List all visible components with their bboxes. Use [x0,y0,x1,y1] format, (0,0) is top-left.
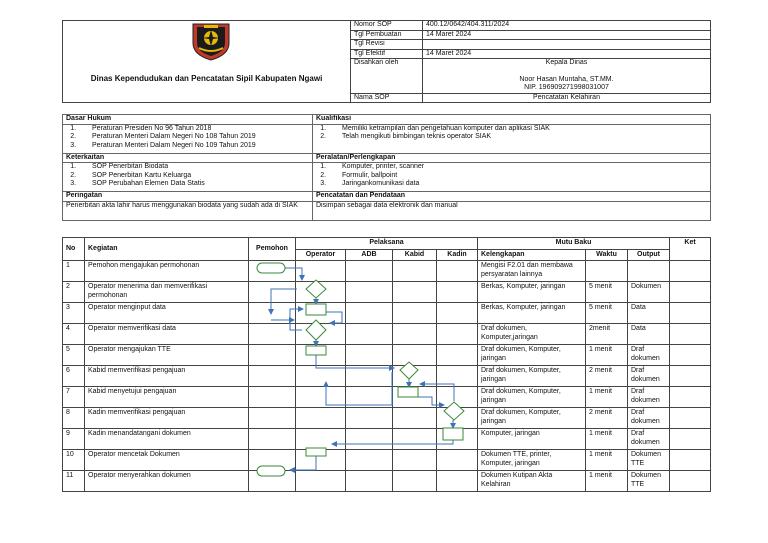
keterkaitan-title: Keterkaitan [63,153,313,163]
approver-title: Kepala Dinas [423,59,711,68]
row-kegiatan: Operator menginput data [85,303,249,324]
table-row [63,345,711,366]
row-no: 3 [63,303,85,324]
row-kelengkapan: Mengisi F2.01 dan membawa persyaratan lainnya [478,261,586,282]
kualifikasi-title: Kualifikasi [313,115,711,125]
col-kegiatan-header: Kegiatan [85,238,249,261]
pencatatan-text: Disimpan sebagai data elektronik dan manual [313,201,711,220]
approver-name: Noor Hasan Muntaha, ST.MM. [423,68,711,85]
table-row [63,282,711,303]
row-no: 6 [63,366,85,387]
created-date-value: 14 Maret 2024 [423,30,711,40]
row-kegiatan: Operator menyerahkan dokumen [85,471,249,492]
row-kelengkapan: Draf dokumen, Komputer, jaringan [478,345,586,366]
pencatatan-title: Pencatatan dan Pendataan [313,192,711,202]
sop-info-table [62,114,711,221]
row-kelengkapan: Draf dokumen, Komputer, jaringan [478,408,586,429]
kualifikasi-list [313,124,711,153]
row-output: Dokumen [628,282,670,303]
row-no: 2 [63,282,85,303]
row-no: 11 [63,471,85,492]
col-adb-header: ADB [346,249,393,261]
table-row [63,303,711,324]
row-kegiatan: Kadin memverifikasi pengajuan [85,408,249,429]
row-output: Draf dokumen [628,387,670,408]
col-ket-header: Ket [670,238,711,261]
col-kadin-header: Kadin [437,249,478,261]
row-kegiatan: Operator mencetak Dokumen [85,450,249,471]
row-no: 8 [63,408,85,429]
table-row [63,450,711,471]
list-item: 2. Telah mengikuti bimbingan teknis operator SIAK [328,133,707,142]
col-output-header: Output [628,249,670,261]
table-row [63,387,711,408]
row-output: Dokumen TTE [628,471,670,492]
list-item: 3. Peraturan Menteri Dalam Negeri No 109 Tahun 2019 [78,142,309,151]
approved-by-label: Disahkan oleh [351,59,423,94]
row-waktu: 2 menit [586,408,628,429]
row-kelengkapan: Dokumen Kutipan Akta Kelahiran [478,471,586,492]
revision-date-value [423,40,711,50]
revision-date-label: Tgl Revisi [351,40,423,50]
list-item: 1. Memiliki ketrampilan dan pengetahuan komputer dan aplikasi SIAK [328,125,707,134]
list-item: 1. Peraturan Presiden No 96 Tahun 2018 [78,125,309,134]
row-output: Draf dokumen [628,429,670,450]
row-waktu: 2 menit [586,366,628,387]
effective-date-value: 14 Maret 2024 [423,49,711,59]
row-kelengkapan: Draf dokumen, Komputer, jaringan [478,366,586,387]
list-item: 2. Peraturan Menteri Dalam Negeri No 108 Tahun 2019 [78,133,309,142]
agency-name: Dinas Kependudukan dan Pencatatan Sipil Kabupaten Ngawi [90,73,323,83]
row-no: 4 [63,324,85,345]
row-kelengkapan: Draf dokumen, Komputer, jaringan [478,387,586,408]
keterkaitan-list [63,163,313,192]
row-kegiatan: Operator menerima dan memverifikasi permohonan [85,282,249,303]
agency-cell [63,21,351,103]
procedure-table [62,237,711,492]
row-kegiatan: Kabid menyetujui pengajuan [85,387,249,408]
effective-date-label: Tgl Efektif [351,49,423,59]
row-kegiatan: Pemohon mengajukan permohonan [85,261,249,282]
list-item: 3. Jaringankomunikasi data [328,180,707,189]
row-kegiatan: Kabid memverifikasi pengajuan [85,366,249,387]
row-output: Draf dokumen [628,408,670,429]
row-kelengkapan: Berkas, Komputer, jaringan [478,303,586,324]
row-no: 7 [63,387,85,408]
col-pelaksana-header: Pelaksana [296,238,478,250]
row-no: 5 [63,345,85,366]
sop-name-value: Pencatatan Kelahiran [423,93,711,103]
row-waktu: 1 menit [586,345,628,366]
row-waktu: 1 menit [586,471,628,492]
table-row [63,429,711,450]
row-waktu: 1 menit [586,450,628,471]
sop-number-label: Nomor SOP [351,21,423,31]
col-operator-header: Operator [296,249,346,261]
list-item: 3. SOP Perubahan Elemen Data Statis [78,180,309,189]
row-waktu: 5 menit [586,282,628,303]
peralatan-list [313,163,711,192]
table-row [63,408,711,429]
col-waktu-header: Waktu [586,249,628,261]
row-waktu [586,261,628,282]
list-item: 1. Komputer, printer, scanner [328,163,707,172]
row-kegiatan: Operator memverifikasi data [85,324,249,345]
row-kegiatan: Kadin menandatangani dokumen [85,429,249,450]
table-row [63,366,711,387]
dasar-hukum-title: Dasar Hukum [63,115,313,125]
row-kegiatan: Operator mengajukan TTE [85,345,249,366]
row-output: Data [628,324,670,345]
row-no: 10 [63,450,85,471]
created-date-label: Tgl Pembuatan [351,30,423,40]
table-row [63,324,711,345]
row-no: 1 [63,261,85,282]
row-waktu: 2menit [586,324,628,345]
row-output [628,261,670,282]
list-item: 2. Formulir, ballpoint [328,172,707,181]
sop-header-table [62,20,711,103]
col-mutu-header: Mutu Baku [478,238,670,250]
row-waktu: 1 menit [586,387,628,408]
col-kabid-header: Kabid [393,249,437,261]
row-output: Draf dokumen [628,345,670,366]
sop-number-value: 400.12/0642/404.311/2024 [423,21,711,31]
dasar-hukum-list [63,124,313,153]
approver-nip: NIP. 196909271998031007 [423,84,711,93]
sop-name-label: Nama SOP [351,93,423,103]
col-kelengkapan-header: Kelengkapan [478,249,586,261]
row-output: Dokumen TTE [628,450,670,471]
row-waktu: 5 menit [586,303,628,324]
row-kelengkapan: Dokumen TTE, printer, Komputer, jaringan [478,450,586,471]
col-no-header: No [63,238,85,261]
peralatan-title: Peralatan/Perlengkapan [313,153,711,163]
col-pemohon-header: Pemohon [249,238,296,261]
peringatan-title: Peringatan [63,192,313,202]
row-output: Data [628,303,670,324]
row-no: 9 [63,429,85,450]
peringatan-text: Penerbitan akta lahir harus menggunakan biodata yang sudah ada di SIAK [63,201,313,220]
row-output: Draf dokumen [628,366,670,387]
row-kelengkapan: Berkas, Komputer, jaringan [478,282,586,303]
list-item: 2. SOP Penerbitan Kartu Keluarga [78,172,309,181]
row-kelengkapan: Komputer, jaringan [478,429,586,450]
row-waktu: 1 menit [586,429,628,450]
table-row [63,471,711,492]
table-row [63,261,711,282]
list-item: 1. SOP Penerbitan Biodata [78,163,309,172]
row-kelengkapan: Draf dokumen, Komputer,jaringan [478,324,586,345]
